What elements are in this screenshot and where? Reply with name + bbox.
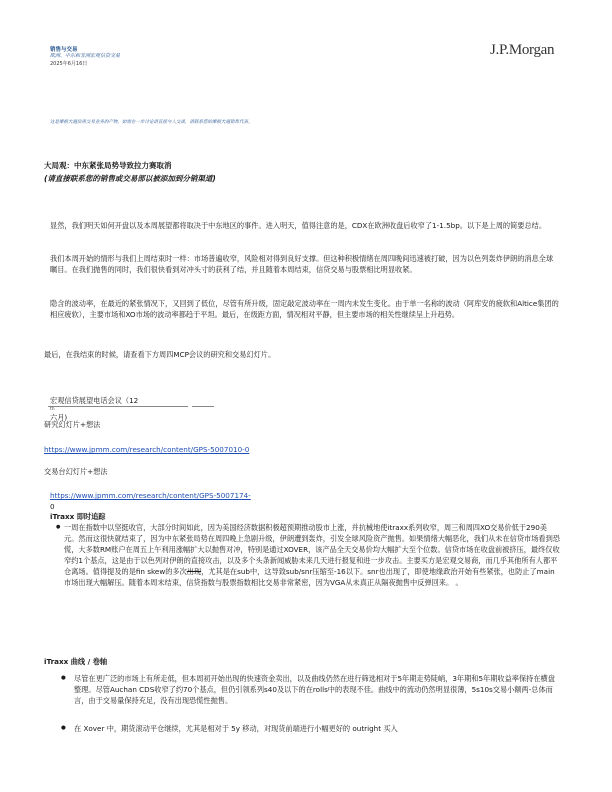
trading-link[interactable]: https://www.jpmm.com/research/content/GPS-5007174- bbox=[50, 491, 251, 500]
paragraph-closing: 最后，在我结束的时候，请查看下方周四MCP会议的研究和交易幻灯片。 bbox=[44, 350, 276, 359]
bullet-dot: ● bbox=[61, 725, 66, 731]
call-underline bbox=[48, 406, 188, 407]
header-date: 2025年6月16日 bbox=[50, 61, 88, 67]
research-link[interactable]: https://www.jpmm.com/research/content/GPS-5007010-0 bbox=[44, 445, 250, 454]
research-label: 研究幻灯片+想法 bbox=[44, 420, 101, 429]
section-title: 大局观：中东紧张局势导致拉力赛取消 bbox=[44, 161, 172, 170]
trading-link-tail[interactable]: 0 bbox=[50, 502, 55, 511]
trading-label: 交易台幻灯片+想法 bbox=[44, 467, 108, 476]
itraxx-bullet-tail: ，尤其是在sub中，这导致sub/snr压缩至-16以下。snr也出现了，即使地缘政治开始有些紧张，也防止了main市场出现大幅解压。随着本周末结束，信贷指数与股票指数相比交易非常紧密，因为VGA从未真正从隔夜抛售中反弹回来。 。 bbox=[64, 567, 555, 587]
paragraph-intro: 显然，我们明天如何开盘以及本周展望都将取决于中东地区的事件。进入明天，值得注意的是，CDX在欧洲收盘后收窄了1-1.5bp。以下是上周的简要总结。 bbox=[50, 221, 547, 230]
curve-bullet-1 bbox=[61, 673, 560, 706]
itraxx-bullet-main: 一周在指数中以坚挺收官，大部分时间如此，因为美国经济数据积极超预期推动股市上涨，并抗械地使itraxx系列收窄，周三和周四XO交易价低于290美元。然而这很快就结束了，因为中东紧张局势在周四晚上急剧升级，伊朗遭到轰炸，引发全球风险资产抛售。如果情绪大幅恶化，我们从未在信贷市场看到恐慌，大多数RM账户在周五上午利用涨幅扩大以抛售对冲，特别是通过XOVER，该产品全天交易价均大幅扩大至个位数。信贷市场在收盘前被挤压，最终仅收窄约1个基点，这是由于以色列对伊朗的直接攻击，以及多个头条新闻威胁未来几天进行报复和进一步攻击。主要买方是宏观交易商，而几乎其他所有人都平仓离场。值得提及的是fin skew的多次 bbox=[64, 523, 560, 576]
bullet-dot: ● bbox=[61, 675, 66, 681]
call-underline-2 bbox=[192, 406, 214, 407]
disclaimer: 这是摩根大通信用交易业务的产物。如需在一步讨论请直接与人交谈，请联系您的摩根大通销售代表。 bbox=[50, 120, 253, 125]
call-paren: 六月) bbox=[50, 413, 68, 422]
paragraph-week-summary: 我们本周开始的情形与我们上周结束时一样：市场普遍收窄，风险相对得到良好支撑。但这种积极情绪在周四晚间迅速被打破，因为以色列轰炸伊朗的消息全球瞩目。在我们抛售的同时，我们很快看到对冲头寸的获利了结，并且随着本周结束，信贷交易与股票相比明显收紧。 bbox=[50, 254, 554, 274]
bullet-dot: ● bbox=[56, 524, 61, 530]
section-subtitle: (请直接联系您的销售或交易部以被添加到分销渠道) bbox=[44, 174, 216, 183]
jpmorgan-logo: J.P.Morgan bbox=[490, 42, 555, 58]
curve-bullet-2-text: 在 Xover 中，期货滚动平仓继续，尤其是相对于 5y 移动，对现货前端进行小幅更好的 outright 买入 bbox=[74, 724, 398, 733]
header-title: 销售与交易 bbox=[50, 47, 78, 53]
itraxx-bullet-strike: 出现 bbox=[186, 567, 202, 576]
itraxx-title: iTraxx 即时追踪 bbox=[50, 512, 106, 521]
call-label: 宏观信贷展望电话会议（12 bbox=[50, 396, 139, 405]
header-subtitle: 欧洲、中东和非洲宏观信贷交易 bbox=[50, 53, 121, 59]
itraxx-bullet bbox=[56, 522, 560, 588]
curve-title: iTraxx 曲线 / 卷轴 bbox=[44, 657, 108, 666]
curve-bullet-2 bbox=[61, 723, 560, 734]
paragraph-volatility: 隐含的波动率，在最近的紧张情况下，又回到了低位，尽管有所升级，固定敲定波动率在一周内未发生变化。由于单一名称的波动（阿库安的疲软和Altice集团的相应疲软），主要市场和XO市场的波动率都趋于平坦。最后，在级距方面，情况相对平静，但主要市场的相关性继续呈上升趋势。 bbox=[50, 299, 559, 319]
curve-bullet-1-text: 尽管在更广泛的市场上有所走低，但本周初开始出现的快速资金卖出，以及曲线仍然在进行筛选相对于5年期走势陡峭，3年期和5年期收益率保持在横盘整理。尽管Auchan CDS收窄了约70个基点，但仍引领系列s40及以下的在rolls中的表现不佳。曲线中的流动仍然明显很薄，5s10s交易小额两-总体而言，由于交易量保持充足，没有出现恐慌性抛售。 bbox=[74, 674, 555, 705]
call-suffix: th bbox=[50, 407, 55, 412]
